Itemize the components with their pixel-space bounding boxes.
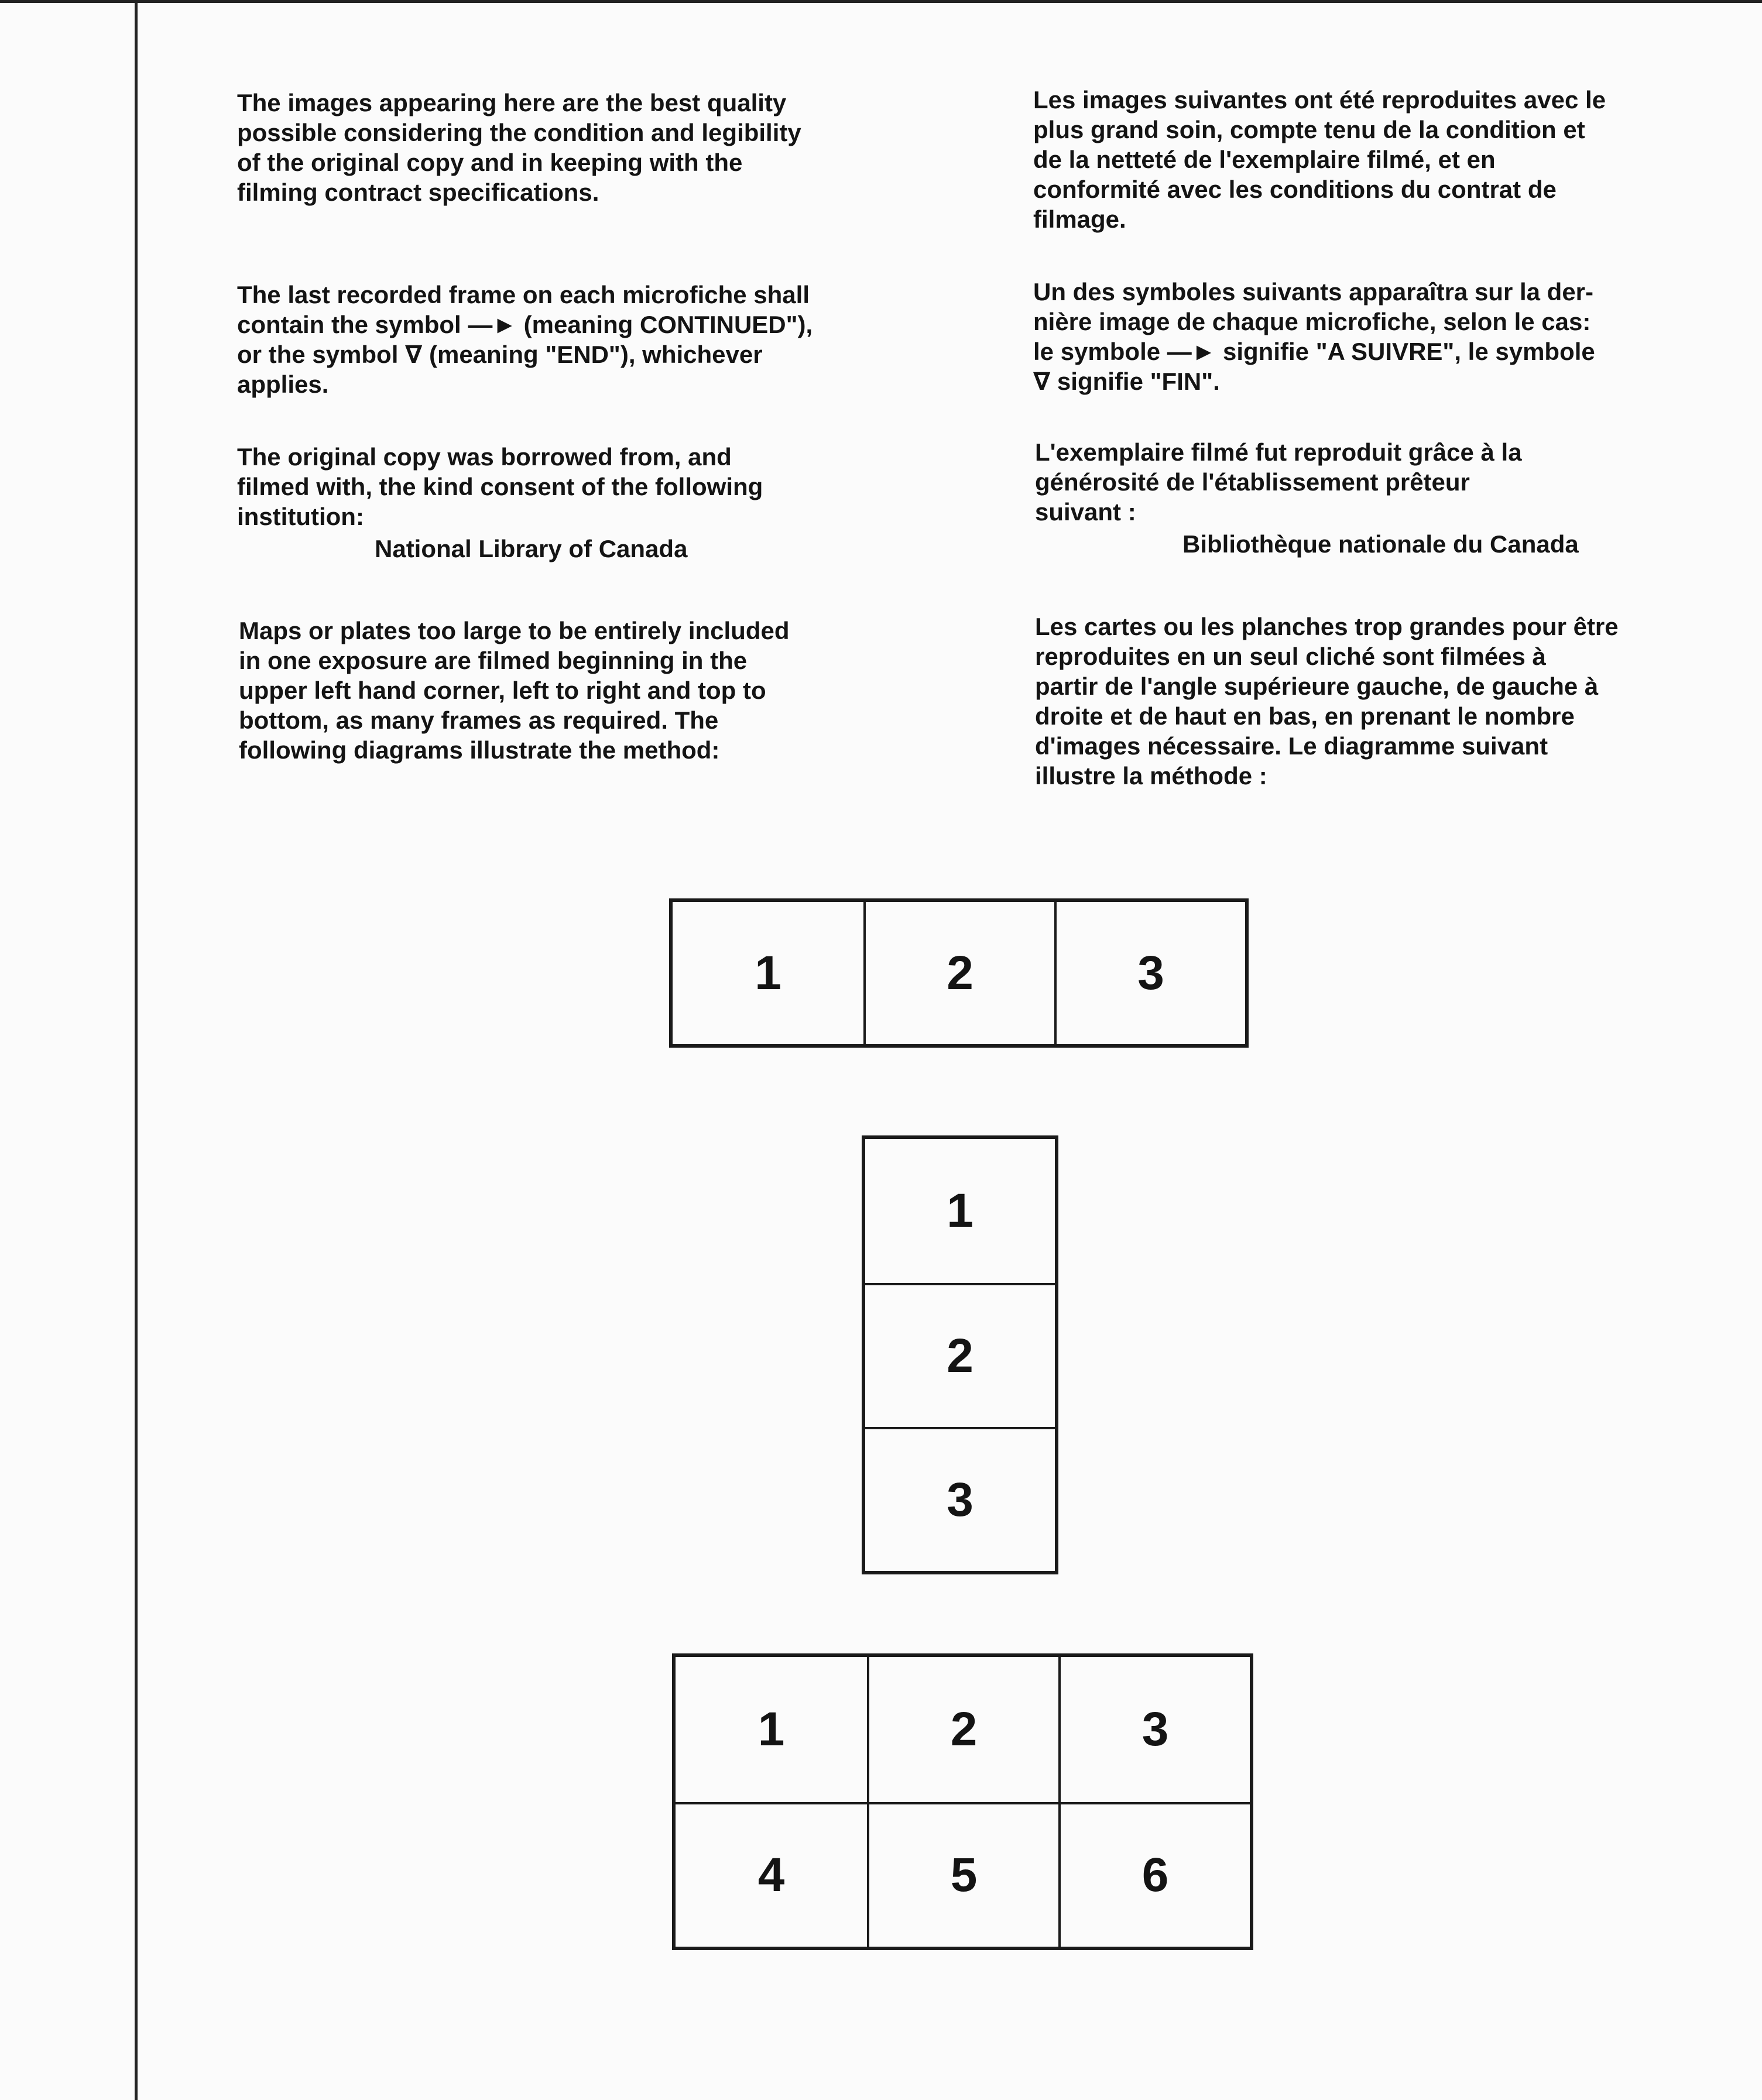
english-quality-paragraph: The images appearing here are the best quality possible considering the condition and legibility of the original copy and in keeping with the filming contract specifications. — [237, 89, 801, 206]
frame-cell: 6 — [1058, 1802, 1250, 1947]
frame-cell: 5 — [867, 1802, 1058, 1947]
frame-cell: 3 — [865, 1427, 1055, 1571]
diagram-grid — [672, 1653, 1253, 1950]
french-consent-paragraph: L'exemplaire filmé fut reproduit grâce à la générosité de l'établissement prêteur suivant : — [1035, 438, 1522, 526]
frame-cell: 4 — [676, 1802, 867, 1947]
french-quality-paragraph: Les images suivantes ont été reproduites avec le plus grand soin, compte tenu de la condition et de la netteté de l'exemplaire filmé, et en conformité avec les conditions du contrat de filmage. — [1033, 86, 1606, 233]
english-symbols-paragraph: The last recorded frame on each microfiche shall contain the symbol —► (meaning CONTINUED"), or the symbol ∇ (meaning "END"), whichever applies. — [237, 281, 813, 398]
frame-cell: 1 — [757, 1702, 785, 1756]
diagram-vertical — [862, 1135, 1058, 1574]
frame-cell: 3 — [1054, 902, 1245, 1044]
english-maps-paragraph: Maps or plates too large to be entirely included in one exposure are filmed beginning in the upper left hand corner, left to right and top to bottom, as many frames as required. The following diagrams illustrate the method: — [239, 617, 790, 764]
french-institution-name: Bibliothèque nationale du Canada — [1182, 530, 1579, 558]
french-maps-paragraph: Les cartes ou les planches trop grandes pour être reproduites en un seul cliché sont filmées à partir de l'angle supérieure gauche, de gauche à droite et de haut en bas, en prenant le nombre d'images nécessaire. Le diagramme suivant illustre la méthode : — [1035, 613, 1619, 790]
frame-cell: 1 — [947, 1184, 973, 1237]
frame-cell: 1 — [755, 946, 781, 1000]
frame-cell: 3 — [1058, 1657, 1250, 1802]
french-symbols-paragraph: Un des symboles suivants apparaîtra sur la der- nière image de chaque microfiche, selon le cas: le symbole —► signifie "A SUIVRE", le symbole ∇ signifie "FIN". — [1033, 278, 1595, 395]
scan-top-edge — [0, 0, 1762, 3]
diagram-horizontal — [669, 898, 1249, 1048]
frame-cell: 2 — [867, 1657, 1058, 1802]
english-institution-name: National Library of Canada — [375, 535, 688, 562]
scan-left-edge — [135, 0, 138, 2100]
english-consent-paragraph: The original copy was borrowed from, and filmed with, the kind consent of the following institution: — [237, 443, 763, 530]
frame-cell: 2 — [865, 1283, 1055, 1427]
frame-cell: 2 — [863, 902, 1054, 1044]
